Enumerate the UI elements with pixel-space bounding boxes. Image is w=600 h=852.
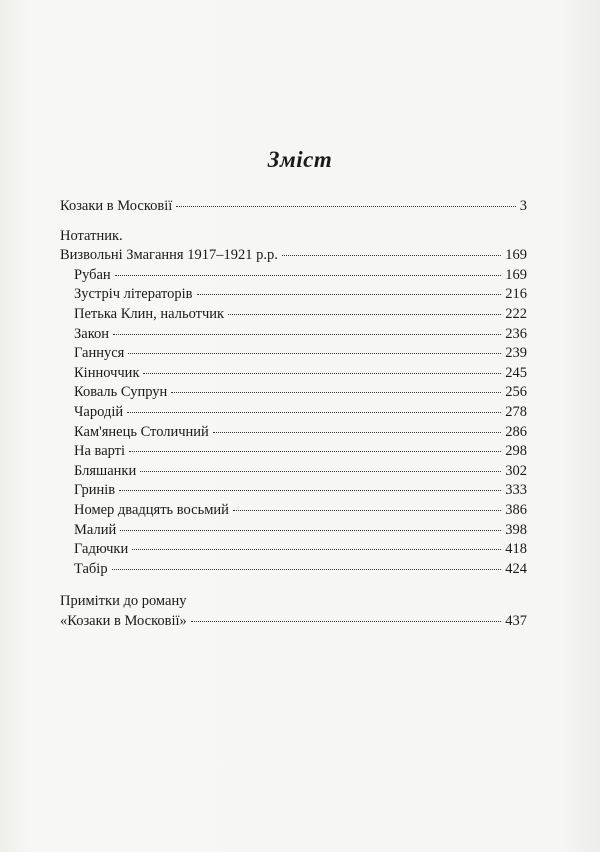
toc-entry-label: Ганнуся <box>74 345 125 362</box>
toc-entry-page: 333 <box>505 482 527 499</box>
toc-entry-na-varti[interactable] <box>60 443 527 463</box>
toc-entry-page: 386 <box>505 501 527 518</box>
dot-leader <box>113 334 501 335</box>
toc-entry-hadiuchky[interactable] <box>60 541 527 561</box>
toc-entry-page: 169 <box>505 266 527 283</box>
toc-entry-label: Гадючки <box>74 541 129 558</box>
toc-entry-page: 169 <box>505 247 527 264</box>
toc-entry-gannusia[interactable] <box>60 345 527 365</box>
toc-entry-kamianets[interactable] <box>60 424 527 444</box>
dot-leader <box>132 549 501 550</box>
toc-entry-notes[interactable] <box>60 613 527 633</box>
dot-leader <box>213 432 501 433</box>
toc-entry-ruban[interactable] <box>60 267 527 287</box>
toc-entry-page: 302 <box>505 462 527 479</box>
toc-entry-page: 298 <box>505 443 527 460</box>
toc-entry-page: 216 <box>505 286 527 303</box>
toc-entry-page: 239 <box>505 345 527 362</box>
page-title: Зміст <box>267 147 333 172</box>
toc-entry-label: Петька Клин, нальотчик <box>74 305 225 322</box>
dot-leader <box>228 314 501 315</box>
dot-leader <box>191 621 501 622</box>
dot-leader <box>112 569 502 570</box>
toc-entry-zustrich[interactable] <box>60 286 527 306</box>
toc-entry-page: 278 <box>505 403 527 420</box>
dot-leader <box>120 530 501 531</box>
toc-entry-label: Визвольні Змагання 1917–1921 р.р. <box>60 247 278 264</box>
toc-entry-page: 222 <box>505 305 527 322</box>
toc-entry-label: Козаки в Московії <box>60 198 173 214</box>
toc-entry-koval[interactable] <box>60 384 527 404</box>
toc-entry-label: Рубан <box>74 266 111 283</box>
toc-entry-nomer[interactable] <box>60 502 527 522</box>
toc-entry-page: 245 <box>505 364 527 381</box>
toc-entry-label: Гринів <box>74 482 116 499</box>
toc-entry-label: Малий <box>74 521 117 538</box>
dot-leader <box>176 206 515 207</box>
section-header: Нотатник. <box>60 227 123 244</box>
toc-entry-hryniv[interactable] <box>60 482 527 502</box>
dot-leader <box>197 294 502 295</box>
toc-entry-charodii[interactable] <box>60 404 527 424</box>
toc-entry-vyzvolni[interactable] <box>60 247 527 267</box>
toc-entry-tabir[interactable] <box>60 561 527 581</box>
toc-entry-page: 256 <box>505 384 527 401</box>
toc-entry-label: Зустріч літераторів <box>74 286 193 303</box>
toc-entry-page: 437 <box>505 612 527 629</box>
toc-entry-kozaky[interactable] <box>60 198 527 218</box>
toc-entry-label: Закон <box>74 325 110 342</box>
toc-entry-label: «Козаки в Московії» <box>60 612 187 629</box>
toc-entry-page: 3 <box>519 198 527 214</box>
toc-entry-page: 236 <box>505 325 527 342</box>
dot-leader <box>143 373 501 374</box>
toc-entry-label: Кінноччик <box>74 364 140 381</box>
toc-entry-page: 398 <box>505 521 527 538</box>
notes-header: Примітки до роману <box>60 593 187 610</box>
toc-entry-label: Чародій <box>74 403 124 420</box>
toc-entry-label: Номер двадцять восьмий <box>74 501 229 518</box>
dot-leader <box>127 412 501 413</box>
dot-leader <box>119 490 501 491</box>
dot-leader <box>115 275 502 276</box>
toc-entry-label: Табір <box>74 560 108 577</box>
toc-entry-page: 286 <box>505 423 527 440</box>
toc-entry-petka[interactable] <box>60 306 527 326</box>
toc-entry-page: 424 <box>505 560 527 577</box>
toc-entry-page: 418 <box>505 541 527 558</box>
toc-entry-label: Кам'янець Столичний <box>74 423 209 440</box>
toc-entry-label: Бляшанки <box>74 462 137 479</box>
dot-leader <box>128 353 501 354</box>
dot-leader <box>129 451 501 452</box>
toc-entry-zakon[interactable] <box>60 326 527 346</box>
dot-leader <box>282 255 501 256</box>
toc-entry-kinnotchyk[interactable] <box>60 365 527 385</box>
toc-entry-malyi[interactable] <box>60 522 527 542</box>
toc-entry-bliashanky[interactable] <box>60 463 527 483</box>
toc-entry-label: Коваль Супрун <box>74 384 168 401</box>
dot-leader <box>171 392 501 393</box>
table-of-contents <box>60 198 527 632</box>
dot-leader <box>233 510 501 511</box>
dot-leader <box>140 471 501 472</box>
toc-entry-label: На варті <box>74 443 126 460</box>
